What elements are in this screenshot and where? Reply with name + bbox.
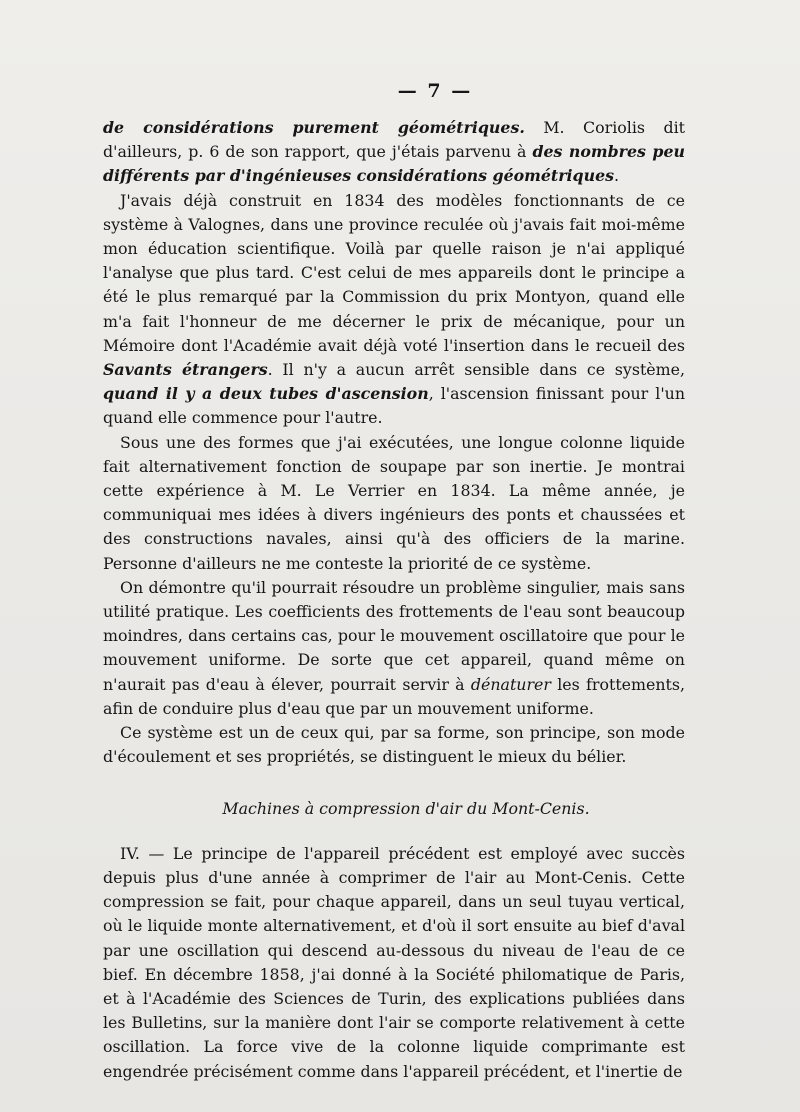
section-paragraph: IV. — Le principe de l'appareil précédent est employé avec succès depuis plus d'une année à comprimer de l'air au Mont-Cenis. Cette compression se fait, pour chaque appareil, dans un seul tuyau vertical, où le liquide monte alternativement, et d'où il sort ensuite au bief d'aval par une oscillation qui descend au-dessous du niveau de l'eau de ce bief. En décembre 1858, j'ai donné à la Société philomatique de Paris, et à l'Académie des Sciences de Turin, des explications publiées dans les Bulletins, sur la manière dont l'air se comporte relativement à cette oscillation. La force vive de la colonne liquide comprimante est engendrée précisément comme dans l'appareil précédent, et l'inertie de <box>103 843 685 1081</box>
paragraph-2-text-b: . Il n'y a aucun arrêt sensible dans ce système, <box>267 360 685 380</box>
paragraph-4-text-b: les frottements, afin de conduire plus d'eau que par un mouvement uniforme. <box>103 674 685 718</box>
paragraph-1-text: M. Coriolis dit d'ailleurs, p. 6 de son rapport, que j'étais parvenu à <box>103 118 685 162</box>
section-title: Machines à compression d'air du Mont-Cenis. <box>222 799 590 819</box>
paragraph-1 <box>103 116 685 189</box>
paragraph-4-text-a: On démontre qu'il pourrait résoudre un problème singulier, mais sans utilité pratique. Les coefficients des frottements de l'eau sont beaucoup moindres, dans certains cas, pour le mouvement oscillatoire que pour le mouvement uniforme. De sorte que cet appareil, quand même on n'aurait pas d'eau à élever, pourrait servir à <box>103 577 685 694</box>
paragraph-2-text-c: , l'ascension finissant pour l'un quand elle commence pour l'autre. <box>103 384 686 428</box>
body-text <box>103 116 685 1084</box>
paragraph-2-text-a: J'avais déjà construit en 1834 des modèles fonctionnants de ce système à Valognes, dans une province reculée où j'avais fait moi-même mon éducation scientifique. Voilà par quelle raison je n'ai appliqué l'analyse que plus tard. C'est celui de mes appareils dont le principe a été le plus remarqué par la Commission du prix Montyon, quand elle m'a fait l'honneur de me décerner le prix de mécanique, pour un Mémoire dont l'Académie avait déjà voté l'insertion dans le recueil des <box>103 190 685 355</box>
emphasis-purement-geometriques: de considérations purement géométriques. <box>103 118 525 137</box>
paragraph-5: Ce système est un de ceux qui, par sa forme, son principe, son mode d'écoulement et ses propriétés, se distinguent le mieux du bélier. <box>103 723 685 767</box>
paragraph-3: Sous une des formes que j'ai exécutées, une longue colonne liquide fait alternativement fonction de soupape par son inertie. Je montrai cette expérience à M. Le Verrier en 1834. La même année, je communiquai mes idées à divers ingénieurs des ponts et chaussées et des constructions navales, ainsi qu'à des officiers de la marine. Personne d'ailleurs ne me conteste la priorité de ce système. <box>103 432 685 573</box>
paragraph-4 <box>103 576 685 721</box>
emphasis-denaturer: dénaturer <box>470 674 551 694</box>
paragraph-2 <box>103 189 685 431</box>
emphasis-nombres-peu-differents: des nombres peu différents par d'ingénieuses considérations géométriques <box>103 142 685 186</box>
emphasis-deux-tubes: quand il y a deux tubes d'ascension <box>103 384 429 404</box>
paragraph-1-end: . <box>614 166 620 186</box>
emphasis-savants-etrangers: Savants étrangers <box>103 360 268 380</box>
page-number: — 7 — <box>397 80 473 102</box>
